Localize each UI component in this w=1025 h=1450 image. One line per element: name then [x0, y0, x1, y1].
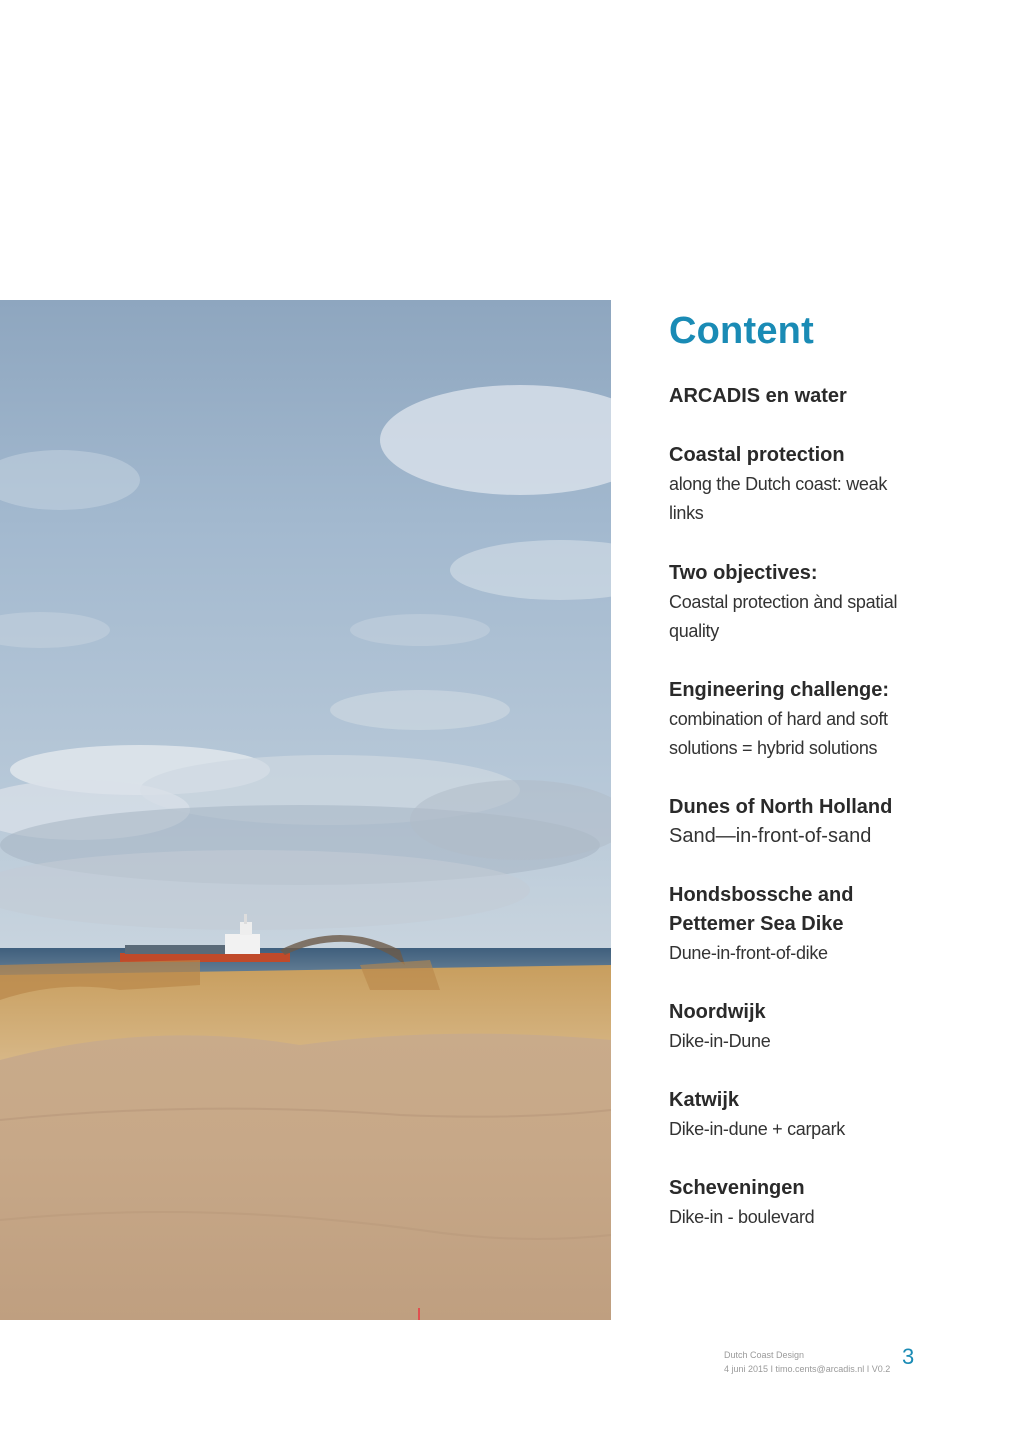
toc-subtitle: along the Dutch coast: weak links — [669, 474, 888, 523]
toc-item — [669, 881, 999, 968]
toc-item — [669, 1174, 999, 1232]
toc-item — [669, 793, 999, 851]
toc-heading: Dunes of North Holland — [669, 796, 893, 818]
toc-subtitle: Coastal protection ànd spatial quality — [669, 592, 898, 641]
toc-heading: Scheveningen — [669, 1177, 805, 1199]
footer-meta: 4 juni 2015 I timo.cents@arcadis.nl I V0.2 — [724, 1364, 891, 1374]
cover-photo-beach — [0, 300, 611, 1320]
toc-heading: Coastal protection — [669, 444, 845, 466]
toc-heading: Katwijk — [669, 1089, 740, 1111]
toc-subtitle: Dike-in-dune + carpark — [669, 1119, 845, 1139]
page-footer — [724, 1348, 890, 1376]
toc-heading: Engineering challenge: — [669, 679, 890, 701]
toc-item — [669, 998, 999, 1056]
toc-heading: Two objectives: — [669, 562, 818, 584]
toc-item — [669, 382, 999, 411]
page-number: 3 — [902, 1344, 915, 1369]
toc-heading: Noordwijk — [669, 1001, 766, 1023]
toc-item — [669, 441, 999, 528]
footer-document-title: Dutch Coast Design — [724, 1350, 805, 1360]
toc-heading: Hondsbossche and Pettemer Sea Dike — [669, 884, 854, 935]
toc-subtitle: combination of hard and soft solutions = hybrid solutions — [669, 709, 888, 758]
page-title: Content — [669, 310, 814, 352]
toc-heading: ARCADIS en water — [669, 385, 847, 407]
toc-subtitle: Dike-in-Dune — [669, 1031, 771, 1051]
toc-subtitle: Dike-in - boulevard — [669, 1207, 815, 1227]
toc-item — [669, 676, 999, 763]
toc-subtitle: Dune-in-front-of-dike — [669, 943, 828, 963]
toc-item — [669, 559, 999, 646]
toc-item — [669, 1086, 999, 1144]
toc-subtitle: Sand—in-front-of-sand — [669, 825, 872, 847]
